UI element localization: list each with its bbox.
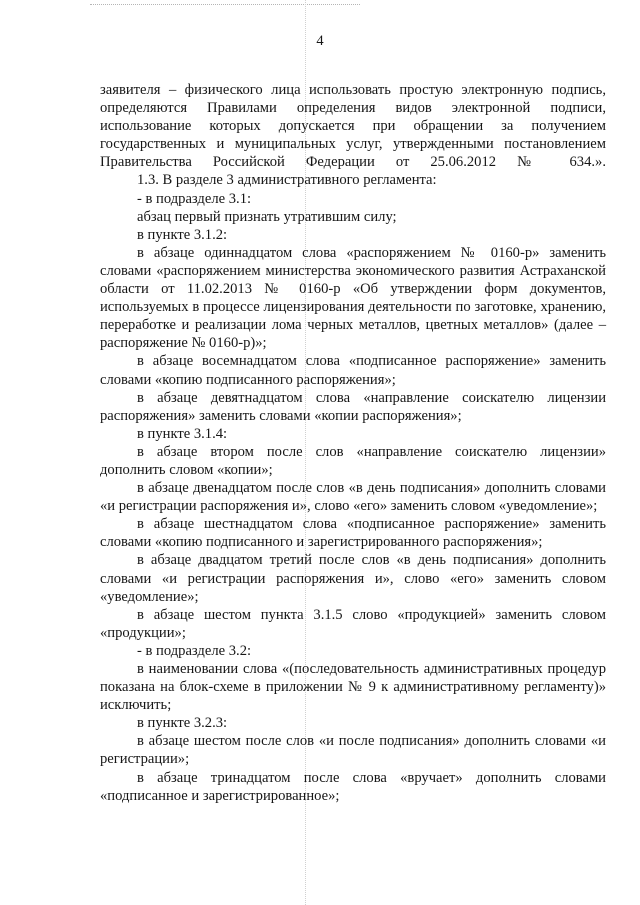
paragraph-9: в пункте 3.1.4: bbox=[137, 425, 228, 442]
paragraph-3: - в подразделе 3.1: bbox=[137, 190, 252, 207]
paragraph-1: заявителя – физического лица использовать простую электронную подпись, определяются Правилами определения видов электронной подписи, использование которых допускается при обращении за получением государственных и муниципальных услуг, утвержденными постановлением Правительства Российской Федерации от 25.06.2012 № 634.». bbox=[100, 82, 606, 171]
document-body bbox=[100, 81, 606, 805]
paragraph-18: в абзаце шестом после слов «и после подписания» дополнить словами «и регистрации»; bbox=[100, 733, 606, 768]
paragraph-4: абзац первый признать утратившим силу; bbox=[137, 208, 397, 225]
paragraph-11: в абзаце двенадцатом после слов «в день подписания» дополнить словами «и регистрации распоряжения и», слово «его» заменить словом «уведомление»; bbox=[100, 480, 606, 515]
paragraph-14: в абзаце шестом пункта 3.1.5 слово «продукцией» заменить словом «продукции»; bbox=[100, 606, 606, 641]
paragraph-17: в пункте 3.2.3: bbox=[137, 715, 228, 732]
paragraph-5: в пункте 3.1.2: bbox=[137, 226, 228, 243]
paragraph-12: в абзаце шестнадцатом слова «подписанное распоряжение» заменить словами «копию подписанного и зарегистрированного распоряжения»; bbox=[100, 516, 606, 551]
paragraph-16: в наименовании слова «(последовательность административных процедур показана на блок-схеме в приложении № 9 к административному регламенту)» исключить; bbox=[100, 661, 606, 714]
paragraph-13: в абзаце двадцатом третий после слов «в день подписания» дополнить словами «и регистрации распоряжения и», слово «его» заменить словом «уведомление»; bbox=[100, 552, 606, 605]
paragraph-7: в абзаце восемнадцатом слова «подписанное распоряжение» заменить словами «копию подписанного распоряжения»; bbox=[100, 353, 606, 388]
paragraph-19: в абзаце тринадцатом после слова «вручает» дополнить словами «подписанное и зарегистрированное»; bbox=[100, 769, 606, 804]
paragraph-10: в абзаце втором после слов «направление соискателю лицензии» дополнить словом «копии»; bbox=[100, 443, 606, 478]
scan-edge-mark bbox=[90, 4, 360, 7]
paragraph-2: 1.3. В разделе 3 административного регламента: bbox=[137, 172, 437, 189]
page-number: 4 bbox=[316, 33, 324, 49]
paragraph-6: в абзаце одиннадцатом слова «распоряжением № 0160-р» заменить словами «распоряжением министерства экономического развития Астраханской области от 11.02.2013 № 0160-р «Об утверждении форм документов, используемых в процессе лицензирования деятельности по заготовке, хранению, переработке и реализации лома черных металлов, цветных металлов» (далее – распоряжение № 0160-р)»; bbox=[100, 244, 606, 352]
paragraph-15: - в подразделе 3.2: bbox=[137, 642, 252, 659]
paragraph-8: в абзаце девятнадцатом слова «направление соискателю лицензии распоряжения» заменить словами «копии распоряжения»; bbox=[100, 389, 606, 424]
